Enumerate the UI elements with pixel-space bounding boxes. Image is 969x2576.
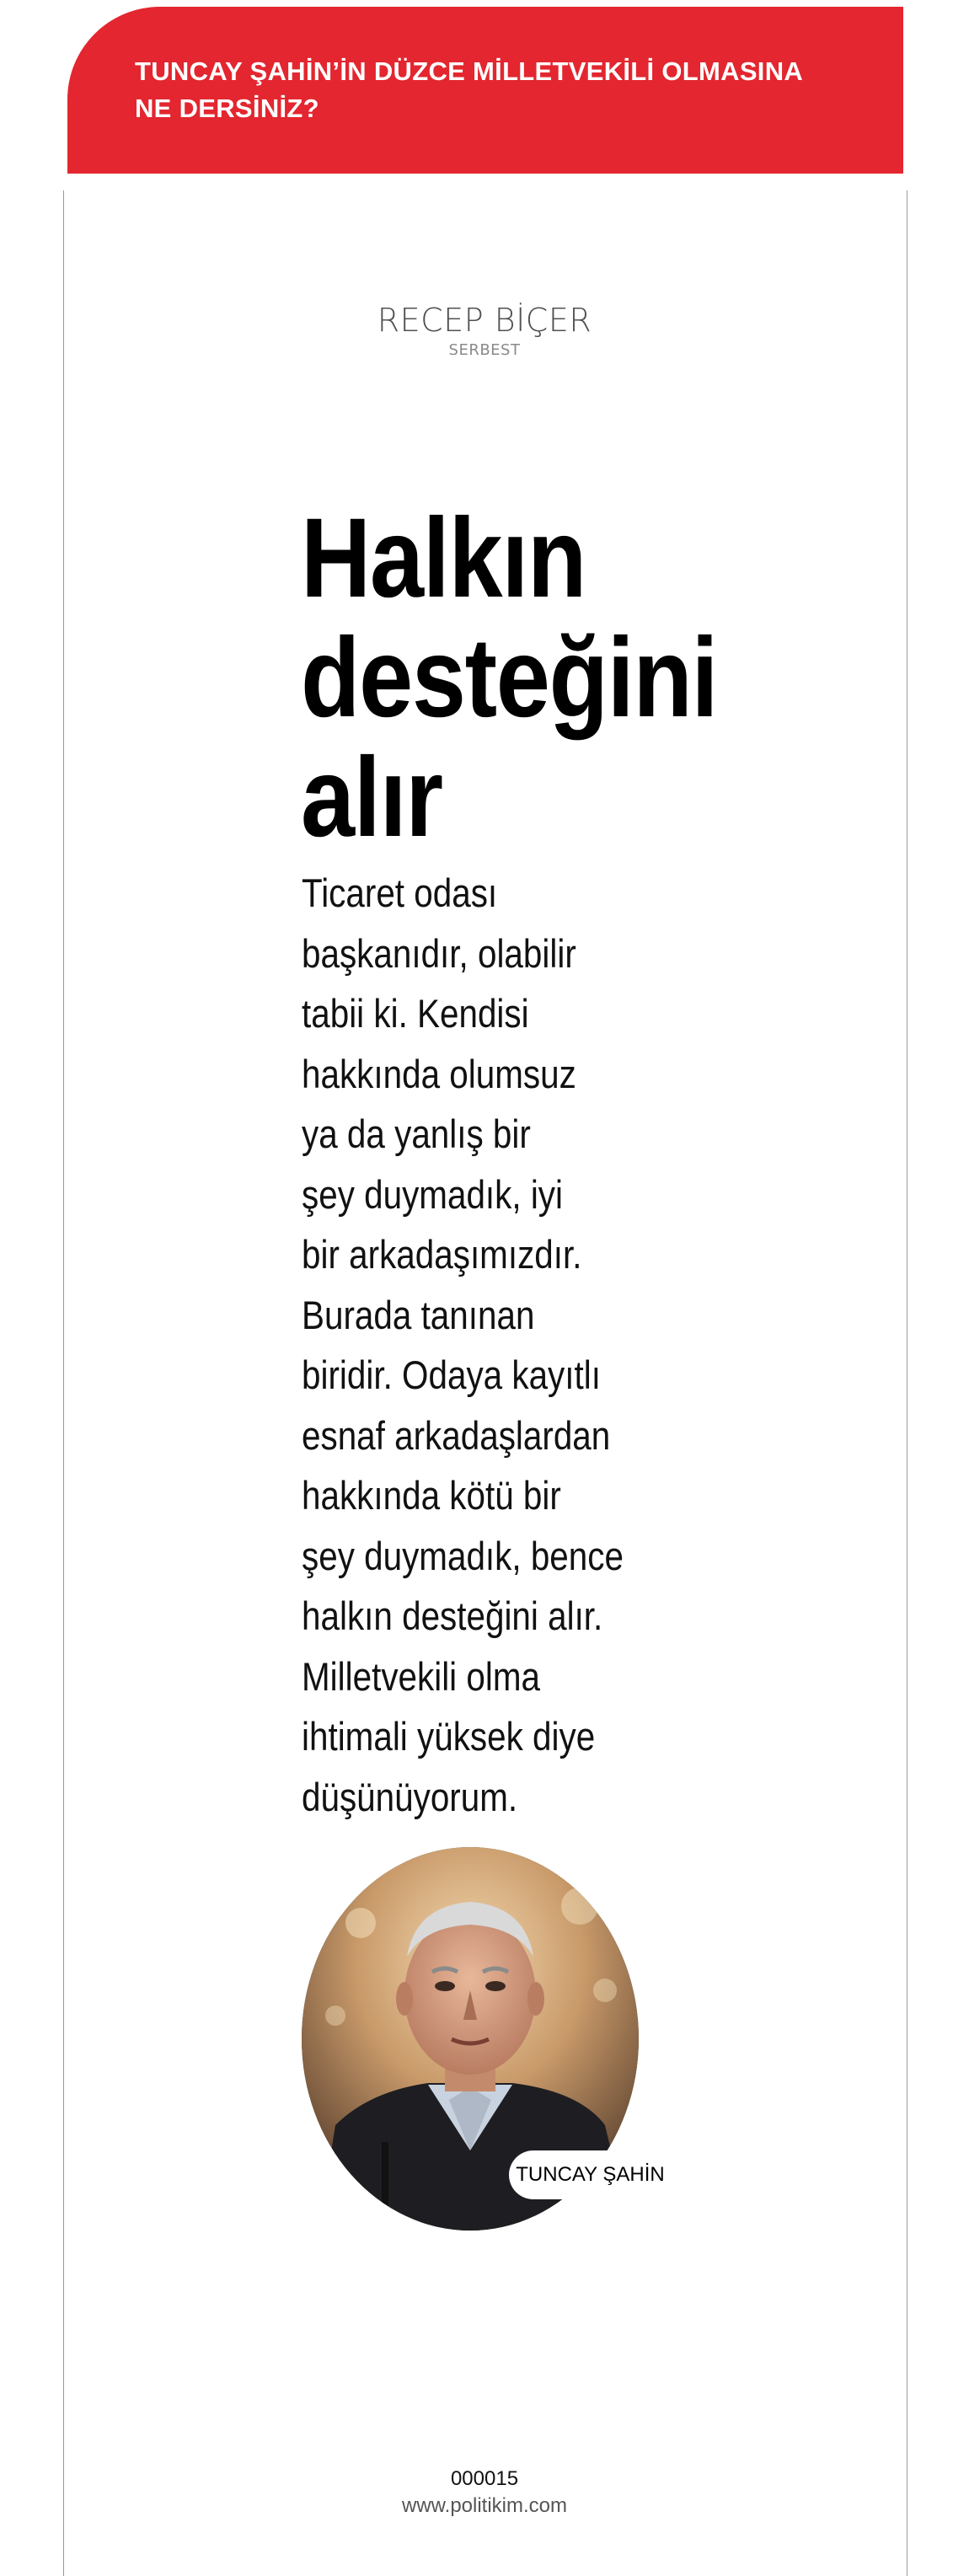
headline-line-1: Halkın [301,495,586,621]
header-title-line-1: TUNCAY ŞAHİN’İN DÜZCE MİLLETVEKİLİ OLMASINA [135,56,804,86]
quote-line: hakkında kötü bir [302,1473,561,1518]
quote-text [302,863,664,1827]
quote-line: halkın desteğini alır. [302,1593,603,1638]
header-banner [67,7,903,174]
quote-line: şey duymadık, bence [302,1533,624,1578]
author-block [0,300,969,361]
headline [301,495,808,860]
photo-caption: TUNCAY ŞAHİN [509,2150,672,2199]
quote-line: başkanıdır, olabilir [302,930,576,976]
headline-line-3: alır [301,735,442,860]
quote-line: hakkında olumsuz [302,1051,576,1096]
footer-url[interactable]: www.politikim.com [401,2494,568,2517]
quote-line: biridir. Odaya kayıtlı [302,1352,601,1397]
quote-line: esnaf arkadaşlardan [302,1412,611,1458]
quote-line: tabii ki. Kendisi [302,991,529,1036]
quote-line: düşünüyorum. [302,1774,518,1819]
quote-line: bir arkadaşımızdır. [302,1232,582,1277]
quote-line: şey duymadık, iyi [302,1171,564,1217]
quote-line: Ticaret odası [302,870,498,915]
author-name: RECEP BİÇER [377,302,592,339]
header-title-line-2: NE DERSİNİZ? [135,94,319,123]
headline-line-2: desteğini [301,615,718,741]
quote-line: Milletvekili olma [302,1653,541,1699]
frame-left-border [63,190,64,2576]
quote-line: ihtimali yüksek diye [302,1714,596,1759]
header-title [135,53,886,127]
quote-line: ya da yanlış bir [302,1111,531,1156]
footer-code: 000015 [450,2467,519,2490]
quote-line: Burada tanınan [302,1292,535,1337]
footer [0,2466,969,2520]
author-role: SERBEST [448,341,521,359]
